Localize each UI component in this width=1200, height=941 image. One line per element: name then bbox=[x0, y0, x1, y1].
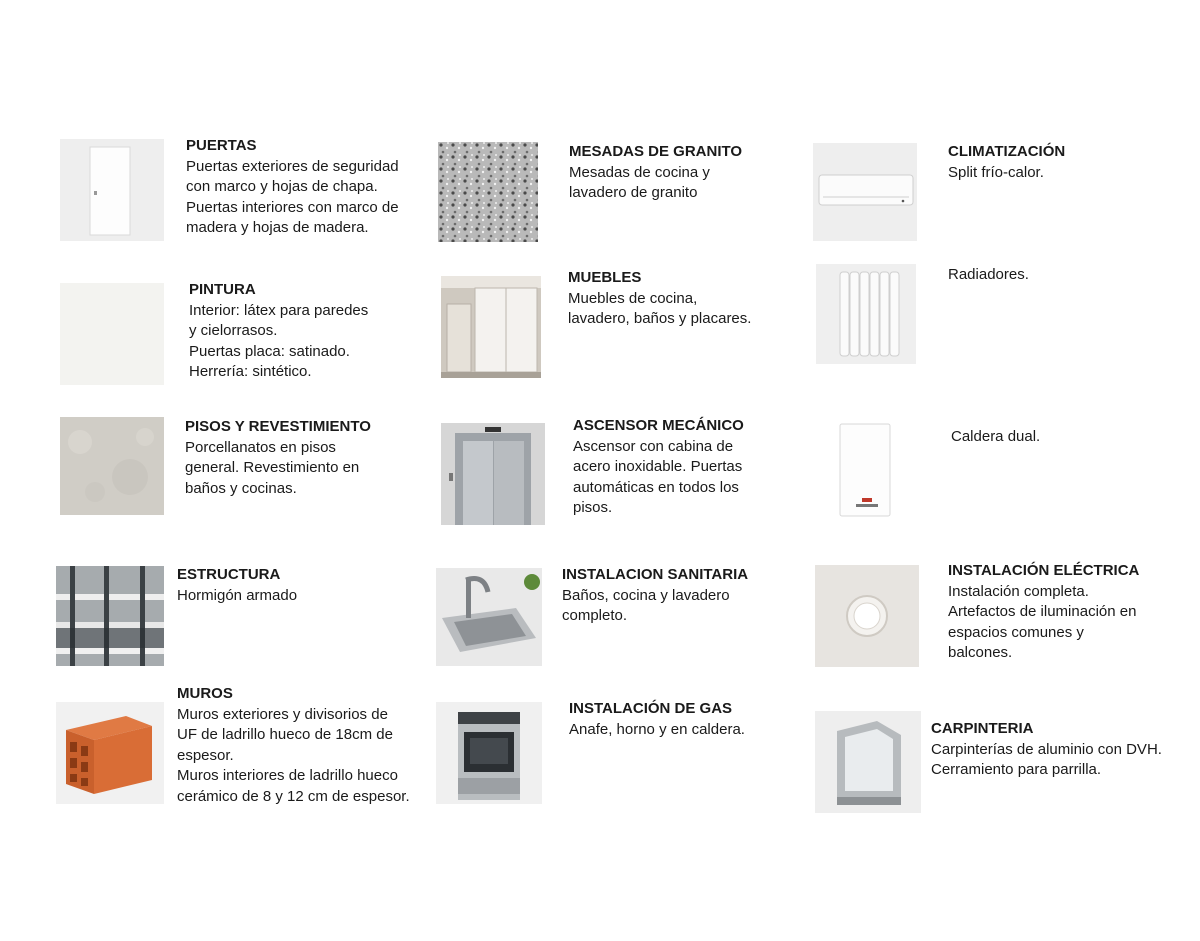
spec-description: Carpinterías de aluminio con DVH. Cerramiento para parrilla. bbox=[931, 740, 1162, 778]
spec-title: MUROS bbox=[177, 685, 233, 702]
air-conditioner-icon bbox=[813, 143, 917, 241]
spec-title: ESTRUCTURA bbox=[177, 566, 281, 583]
spec-description: Puertas exteriores de seguridad con marco y hojas de chapa. Puertas interiores con marco de madera y hojas de madera. bbox=[186, 157, 399, 236]
spec-description: Muebles de cocina, lavadero, baños y placares. bbox=[568, 289, 752, 327]
spec-description: Muros exteriores y divisorios de UF de ladrillo hueco de 18cm de espesor. Muros interiores de ladrillo hueco cerámico de 8 y 12 cm de espesor. bbox=[177, 705, 410, 805]
spec-title: INSTALACION SANITARIA bbox=[562, 566, 749, 583]
brick-icon bbox=[56, 702, 164, 804]
structure-icon bbox=[56, 566, 164, 666]
spec-title: CLIMATIZACIÓN bbox=[948, 143, 1066, 160]
spec-title: PISOS Y REVESTIMIENTO bbox=[185, 418, 371, 435]
spec-description: Hormigón armado bbox=[177, 586, 298, 604]
spec-title: CARPINTERIA bbox=[931, 720, 1034, 737]
paint-swatch-icon bbox=[60, 283, 164, 385]
floor-tile-icon bbox=[60, 417, 164, 515]
spec-title: PINTURA bbox=[189, 281, 256, 298]
spec-title: INSTALACIÓN DE GAS bbox=[569, 700, 733, 717]
granite-icon bbox=[438, 142, 538, 242]
spec-description: Mesadas de cocina y lavadero de granito bbox=[569, 163, 710, 201]
spec-description: Caldera dual. bbox=[951, 428, 1041, 445]
spec-description: Interior: látex para paredes y cielorrasos. Puertas placa: satinado. Herrería: sintético. bbox=[189, 301, 369, 380]
sink-icon bbox=[436, 568, 542, 666]
window-frame-icon bbox=[815, 711, 921, 813]
spec-description: Radiadores. bbox=[948, 266, 1029, 283]
spec-description: Porcellanatos en pisos general. Revestimiento en baños y cocinas. bbox=[185, 438, 360, 497]
spec-title: MUEBLES bbox=[568, 269, 642, 286]
elevator-icon bbox=[441, 423, 545, 525]
spec-description: Baños, cocina y lavadero completo. bbox=[562, 586, 730, 624]
spec-title: PUERTAS bbox=[186, 137, 257, 154]
spec-description: Instalación completa. Artefactos de iluminación en espacios comunes y balcones. bbox=[948, 582, 1137, 661]
spec-title: INSTALACIÓN ELÉCTRICA bbox=[948, 562, 1140, 579]
spec-description: Anafe, horno y en caldera. bbox=[569, 720, 745, 738]
wardrobe-icon bbox=[441, 276, 541, 378]
spec-description: Ascensor con cabina de acero inoxidable. Puertas automáticas en todos los pisos. bbox=[573, 437, 743, 516]
door-icon bbox=[60, 139, 164, 241]
radiator-icon bbox=[816, 264, 916, 364]
spec-title: MESADAS DE GRANITO bbox=[569, 143, 743, 160]
stove-icon bbox=[436, 702, 542, 804]
boiler-icon bbox=[816, 420, 916, 520]
spec-title: ASCENSOR MECÁNICO bbox=[573, 417, 744, 434]
spec-description: Split frío-calor. bbox=[948, 163, 1044, 181]
ceiling-light-icon bbox=[815, 565, 919, 667]
